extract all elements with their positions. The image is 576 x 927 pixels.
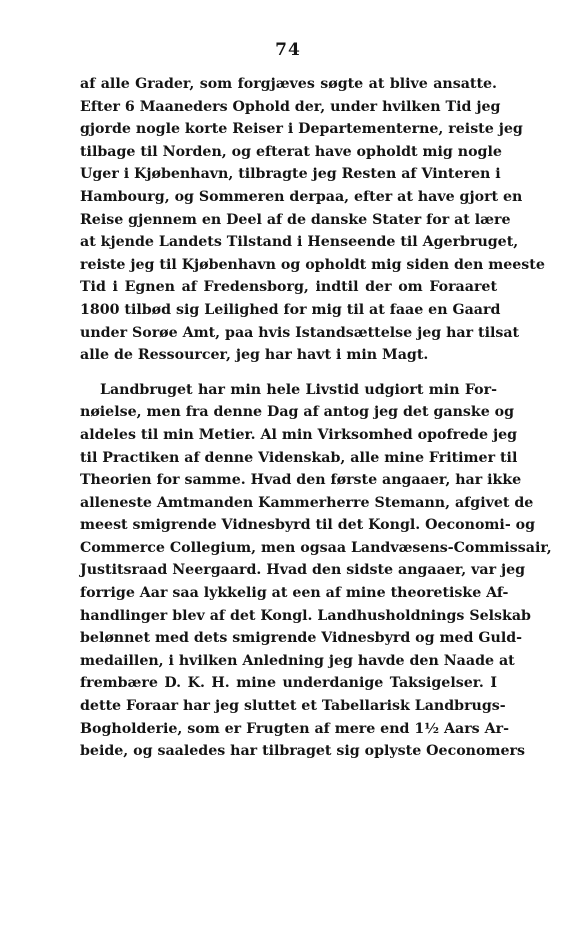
page-number: 74 — [275, 40, 301, 60]
text-line: at kjende Landets Tilstand i Henseende til Agerbruget, — [80, 234, 519, 251]
text-line: 1800 tilbød sig Leilighed for mig til at faae en Gaard — [80, 301, 501, 318]
text-line: nøielse, men fra denne Dag af antog jeg det ganske og — [80, 404, 515, 421]
paragraph-2 — [80, 379, 552, 763]
text-line: gjorde nogle korte Reiser i Departementerne, reiste jeg — [80, 121, 523, 138]
text-line: Commerce Collegium, men ogsaa Landvæsens-Commissair, — [80, 539, 552, 556]
text-line: dette Foraar har jeg sluttet et Tabellarisk Landbrugs- — [80, 698, 506, 715]
text-line: Bogholderie, som er Frugten af mere end 1½ Aars Ar- — [80, 720, 509, 737]
text-line: af alle Grader, som forgjæves søgte at blive ansatte. — [80, 76, 497, 92]
text-line: frembære D. K. H. mine underdanige Taksigelser. I — [80, 675, 497, 692]
text-line: handlinger blev af det Kongl. Landhusholdnings Selskab — [80, 607, 531, 624]
text-line: forrige Aar saa lykkelig at een af mine theoretiske Af- — [80, 585, 509, 602]
text-line: reiste jeg til Kjøbenhavn og opholdt mig siden den meeste — [80, 256, 545, 273]
text-line: meest smigrende Vidnesbyrd til det Kongl. Oeconomi- og — [80, 517, 536, 534]
body-text — [80, 73, 552, 763]
text-line: Landbruget har min hele Livstid udgiort min For- — [100, 381, 497, 398]
text-line: aldeles til min Metier. Al min Virksomhed opofrede jeg — [80, 426, 518, 443]
text-line: til Practiken af denne Videnskab, alle mine Fritimer til — [80, 449, 518, 466]
text-line: Tid i Egnen af Fredensborg, indtil der om Foraaret — [80, 279, 497, 296]
text-line: tilbage til Norden, og efterat have opholdt mig nogle — [80, 143, 502, 160]
text-line: alleneste Amtmanden Kammerherre Stemann, afgivet de — [80, 494, 534, 511]
text-line: beide, og saaledes har tilbraget sig oplyste Oeconomers — [80, 743, 525, 760]
paragraph-gap — [80, 367, 497, 379]
text-line: medaillen, i hvilken Anledning jeg havde den Naade at — [80, 652, 515, 669]
text-line: under Sorøe Amt, paa hvis Istandsættelse jeg har tilsat — [80, 324, 520, 341]
text-line: Uger i Kjøbenhavn, tilbragte jeg Resten af Vinteren i — [80, 166, 501, 183]
text-line: Theorien for samme. Hvad den første angaaer, har ikke — [80, 472, 522, 489]
text-line: alle de Ressourcer, jeg har havt i min Magt. — [80, 347, 429, 364]
text-line: Reise gjennem en Deel af de danske Stater for at lære — [80, 211, 511, 228]
text-line: Efter 6 Maaneders Ophold der, under hvilken Tid jeg — [80, 98, 501, 115]
paragraph-1 — [80, 73, 545, 367]
text-line: belønnet med dets smigrende Vidnesbyrd og med Guld- — [80, 630, 523, 647]
text-line: Hambourg, og Sommeren derpaa, efter at have gjort en — [80, 188, 523, 205]
text-line: Justitsraad Neergaard. Hvad den sidste angaaer, var jeg — [80, 562, 526, 579]
